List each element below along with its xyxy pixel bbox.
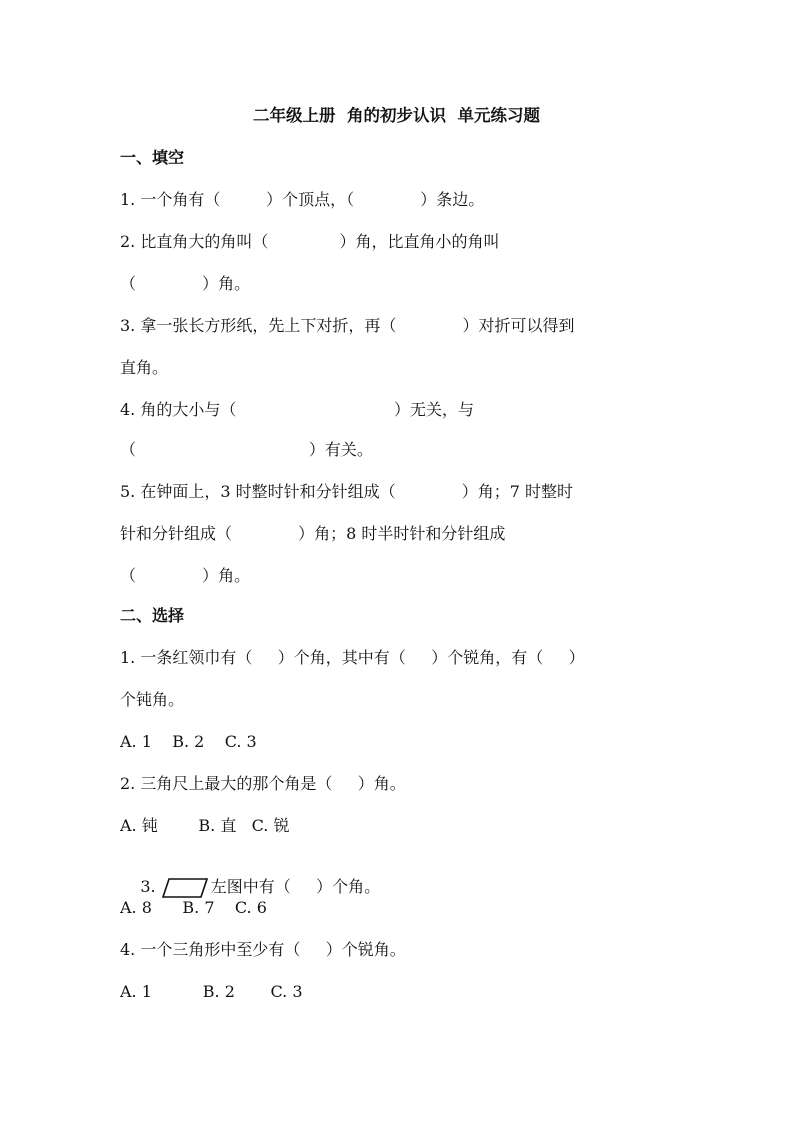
choice-q3-options: A. 8 B. 7 C. 6 — [120, 898, 267, 917]
choice-q1-options: A. 1 B. 2 C. 3 — [120, 732, 257, 751]
fill-q2-line2: （ ）角。 — [120, 274, 251, 293]
choice-q3-text: 左图中有（ ）个角。 — [210, 877, 381, 896]
fill-q5-line3: （ ）角。 — [120, 566, 251, 585]
fill-q2-line1: 2. 比直角大的角叫（ ）角，比直角小的角叫 — [120, 232, 500, 251]
choice-q3-number: 3. — [140, 877, 161, 896]
fill-q3-line2: 直角。 — [120, 358, 169, 377]
section-heading-fill: 一、填空 — [120, 148, 185, 167]
fill-q3-line1: 3. 拿一张长方形纸，先上下对折，再（ ）对折可以得到 — [120, 316, 575, 335]
parallelogram-icon — [161, 878, 209, 898]
choice-q4-options: A. 1 B. 2 C. 3 — [120, 982, 303, 1001]
fill-q5-line2: 针和分针组成（ ）角；8 时半时针和分针组成 — [120, 524, 506, 543]
fill-q4-line2: （ ）有关。 — [120, 440, 373, 459]
fill-q4-line1: 4. 角的大小与（ ）无关，与 — [120, 400, 475, 419]
choice-q1-line1: 1. 一条红领巾有（ ）个角，其中有（ ）个锐角，有（ ） — [120, 648, 585, 667]
choice-q4: 4. 一个三角形中至少有（ ）个锐角。 — [120, 940, 406, 959]
fill-q1: 1. 一个角有（ ）个顶点，（ ）条边。 — [120, 190, 485, 209]
choice-q2-options: A. 钝 B. 直 C. 锐 — [120, 816, 290, 835]
page-title: 二年级上册 角的初步认识 单元练习题 — [253, 106, 540, 125]
choice-q2: 2. 三角尺上最大的那个角是（ ）角。 — [120, 774, 406, 793]
choice-q1-line2: 个钝角。 — [120, 690, 185, 709]
fill-q5-line1: 5. 在钟面上，3 时整时针和分针组成（ ）角；7 时整时 — [120, 482, 574, 501]
section-heading-choice: 二、选择 — [120, 606, 185, 625]
